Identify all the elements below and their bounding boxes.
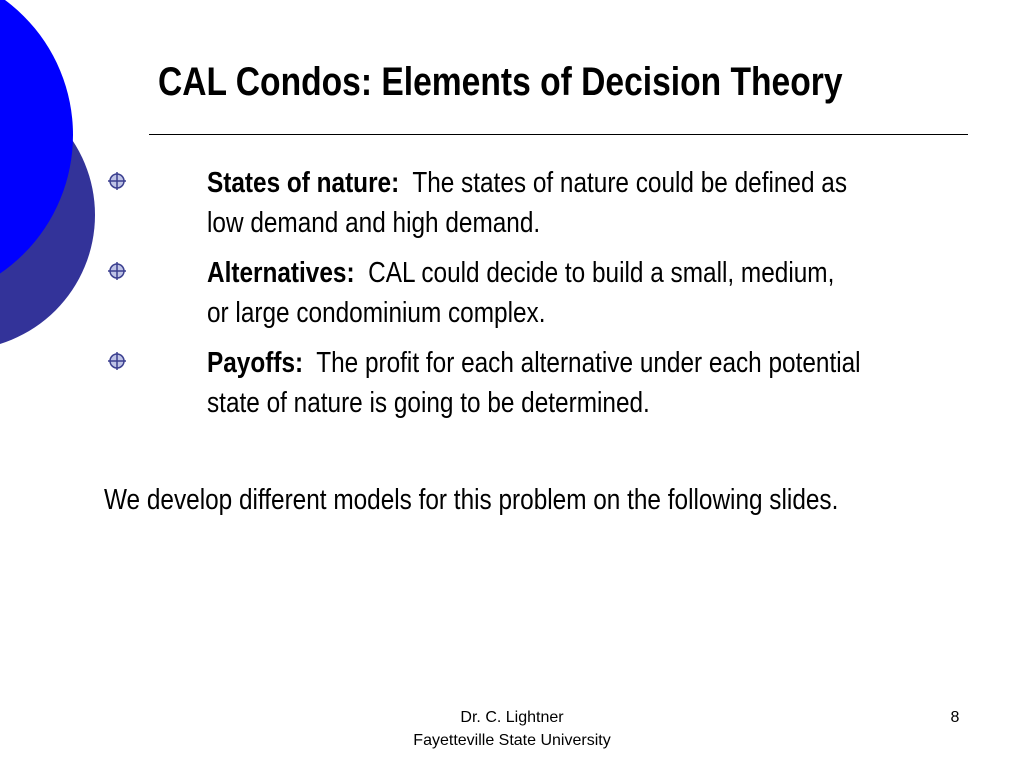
bullet-item-payoffs <box>207 343 963 423</box>
title-divider <box>149 134 968 135</box>
bullet-body: CAL could decide to build a small, medium, <box>368 257 835 289</box>
bullet-item-alternatives <box>207 253 963 333</box>
bullet-item-states-of-nature <box>207 163 963 243</box>
bullet-line-2: low demand and high demand. <box>207 207 541 239</box>
bullet-line-2: or large condominium complex. <box>207 297 546 329</box>
bullet-lead: Alternatives: <box>207 257 355 289</box>
bullet-line-1 <box>207 253 963 293</box>
bullet-line-1 <box>207 343 963 383</box>
circle-crosshair-icon <box>103 350 133 374</box>
circle-crosshair-icon <box>103 170 133 194</box>
bullet-lead: States of nature: <box>207 167 400 199</box>
bullet-line-2: state of nature is going to be determined. <box>207 387 650 419</box>
page-number: 8 <box>950 709 960 726</box>
footer-institution: Fayetteville State University <box>413 732 611 749</box>
circle-crosshair-icon <box>103 260 133 284</box>
closing-statement: We develop different models for this problem on the following slides. <box>104 484 839 516</box>
bullet-body: The states of nature could be defined as <box>412 167 848 199</box>
bullet-body: The profit for each alternative under each potential <box>316 347 861 379</box>
bullet-lead: Payoffs: <box>207 347 304 379</box>
decorative-circles <box>0 0 120 380</box>
slide-title: CAL Condos: Elements of Decision Theory <box>158 60 843 104</box>
footer-author: Dr. C. Lightner <box>460 709 564 726</box>
bullet-line-1 <box>207 163 963 203</box>
